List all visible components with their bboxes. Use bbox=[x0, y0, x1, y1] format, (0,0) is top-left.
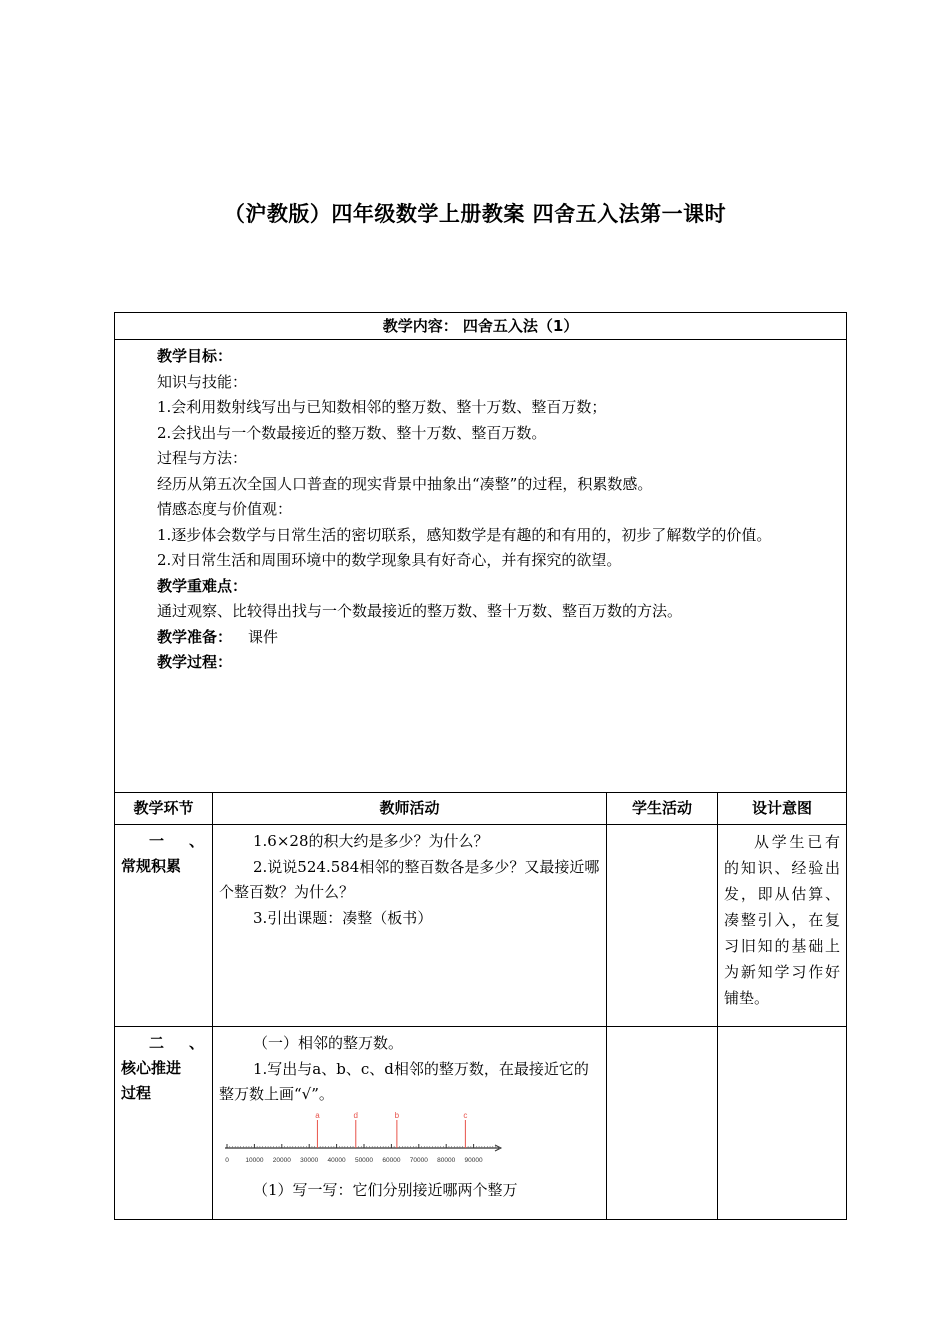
stage-cell-1 bbox=[115, 825, 213, 1027]
prep-line bbox=[123, 625, 838, 651]
tick-label: 60000 bbox=[382, 1156, 401, 1164]
knowledge-item-1: 1.会利用数射线写出与已知数相邻的整万数、整十万数、整百万数； bbox=[157, 398, 607, 416]
design-intent-cell-1 bbox=[718, 825, 847, 1027]
col-header-teacher: 教师活动 bbox=[213, 793, 607, 825]
teacher-activity-item: （一）相邻的整万数。 bbox=[253, 1034, 404, 1052]
tick-label: 80000 bbox=[437, 1156, 456, 1164]
process-text: 经历从第五次全国人口普查的现实背景中抽象出“凑整”的过程，积累数感。 bbox=[157, 474, 653, 493]
teacher-activity-item: （1）写一写：它们分别接近哪两个整万 bbox=[253, 1180, 518, 1199]
teacher-activity-item: 2.说说524.584相邻的整百数各是多少？又最接近哪个整百数？为什么？ bbox=[219, 857, 600, 901]
tick-label: 40000 bbox=[327, 1156, 346, 1164]
keypoints-heading: 教学重难点： bbox=[157, 576, 248, 595]
content-header: 教学内容： 四舍五入法（1） bbox=[115, 313, 847, 340]
process-heading: 过程与方法： bbox=[157, 449, 248, 467]
prep-heading: 教学准备： bbox=[157, 627, 233, 646]
teacher-activity-cell-2 bbox=[213, 1027, 607, 1220]
emotion-heading: 情感态度与价值观： bbox=[157, 500, 293, 518]
emotion-item-2: 2.对日常生活和周围环境中的数学现象具有好奇心，并有探究的欲望。 bbox=[157, 551, 622, 569]
tick-label: 90000 bbox=[464, 1156, 483, 1164]
teacher-activity-item: 3.引出课题：凑整（板书） bbox=[253, 908, 433, 927]
col-header-design: 设计意图 bbox=[718, 793, 847, 825]
tick-label: 50000 bbox=[354, 1156, 374, 1164]
knowledge-heading: 知识与技能： bbox=[157, 372, 248, 391]
tick-label: 0 bbox=[225, 1156, 229, 1164]
marker-label-b: b bbox=[394, 1110, 400, 1120]
lesson-plan-table bbox=[114, 312, 847, 1220]
teacher-activity-cell-1 bbox=[213, 825, 607, 1027]
teacher-activity-item: 1.写出与a、b、c、d相邻的整万数，在最接近它的整万数上画“√”。 bbox=[219, 1059, 589, 1103]
stage-title: 常规积累 bbox=[121, 857, 182, 875]
prep-text: 课件 bbox=[248, 627, 279, 646]
knowledge-item-2: 2.会找出与一个数最接近的整万数、整十万数、整百万数。 bbox=[157, 423, 547, 442]
col-header-stage: 教学环节 bbox=[115, 793, 213, 825]
student-activity-cell-2 bbox=[607, 1027, 718, 1220]
objective-heading: 教学目标： bbox=[157, 347, 233, 365]
student-activity-cell-1 bbox=[607, 825, 718, 1027]
tick-label: 30000 bbox=[300, 1156, 319, 1164]
col-header-student: 学生活动 bbox=[607, 793, 718, 825]
number-line-chart bbox=[219, 1110, 509, 1172]
teaching-goals-cell bbox=[115, 340, 847, 793]
stage-number: 一 、 bbox=[149, 832, 204, 850]
tick-label: 20000 bbox=[272, 1156, 291, 1164]
stage-title-cont: 过程 bbox=[121, 1084, 152, 1102]
marker-label-a: a bbox=[315, 1110, 320, 1120]
marker-label-d: d bbox=[353, 1110, 359, 1120]
stage-title: 核心推进 bbox=[121, 1059, 182, 1077]
keypoints-text: 通过观察、比较得出找与一个数最接近的整万数、整十万数、整百万数的方法。 bbox=[157, 602, 683, 620]
stage-cell-2 bbox=[115, 1027, 213, 1220]
number-line-figure bbox=[219, 1110, 600, 1172]
marker-label-c: c bbox=[463, 1110, 468, 1120]
process-steps-heading: 教学过程： bbox=[157, 653, 233, 671]
design-intent-text: 从学生已有的知识、经验出发，即从估算、凑整引入，在复习旧知的基础上为新知学习作好铺垫。 bbox=[724, 833, 841, 1007]
tick-label: 10000 bbox=[245, 1156, 264, 1164]
stage-number: 二 、 bbox=[149, 1034, 204, 1052]
document-title: （沪教版）四年级数学上册教案 四舍五入法第一课时 bbox=[223, 202, 727, 226]
teacher-activity-item: 1.6×28的积大约是多少？为什么？ bbox=[253, 832, 489, 850]
tick-label: 70000 bbox=[409, 1156, 428, 1164]
design-intent-cell-2 bbox=[718, 1027, 847, 1220]
emotion-item-1: 1.逐步体会数学与日常生活的密切联系，感知数学是有趣的和有用的，初步了解数学的价值。 bbox=[157, 525, 772, 544]
